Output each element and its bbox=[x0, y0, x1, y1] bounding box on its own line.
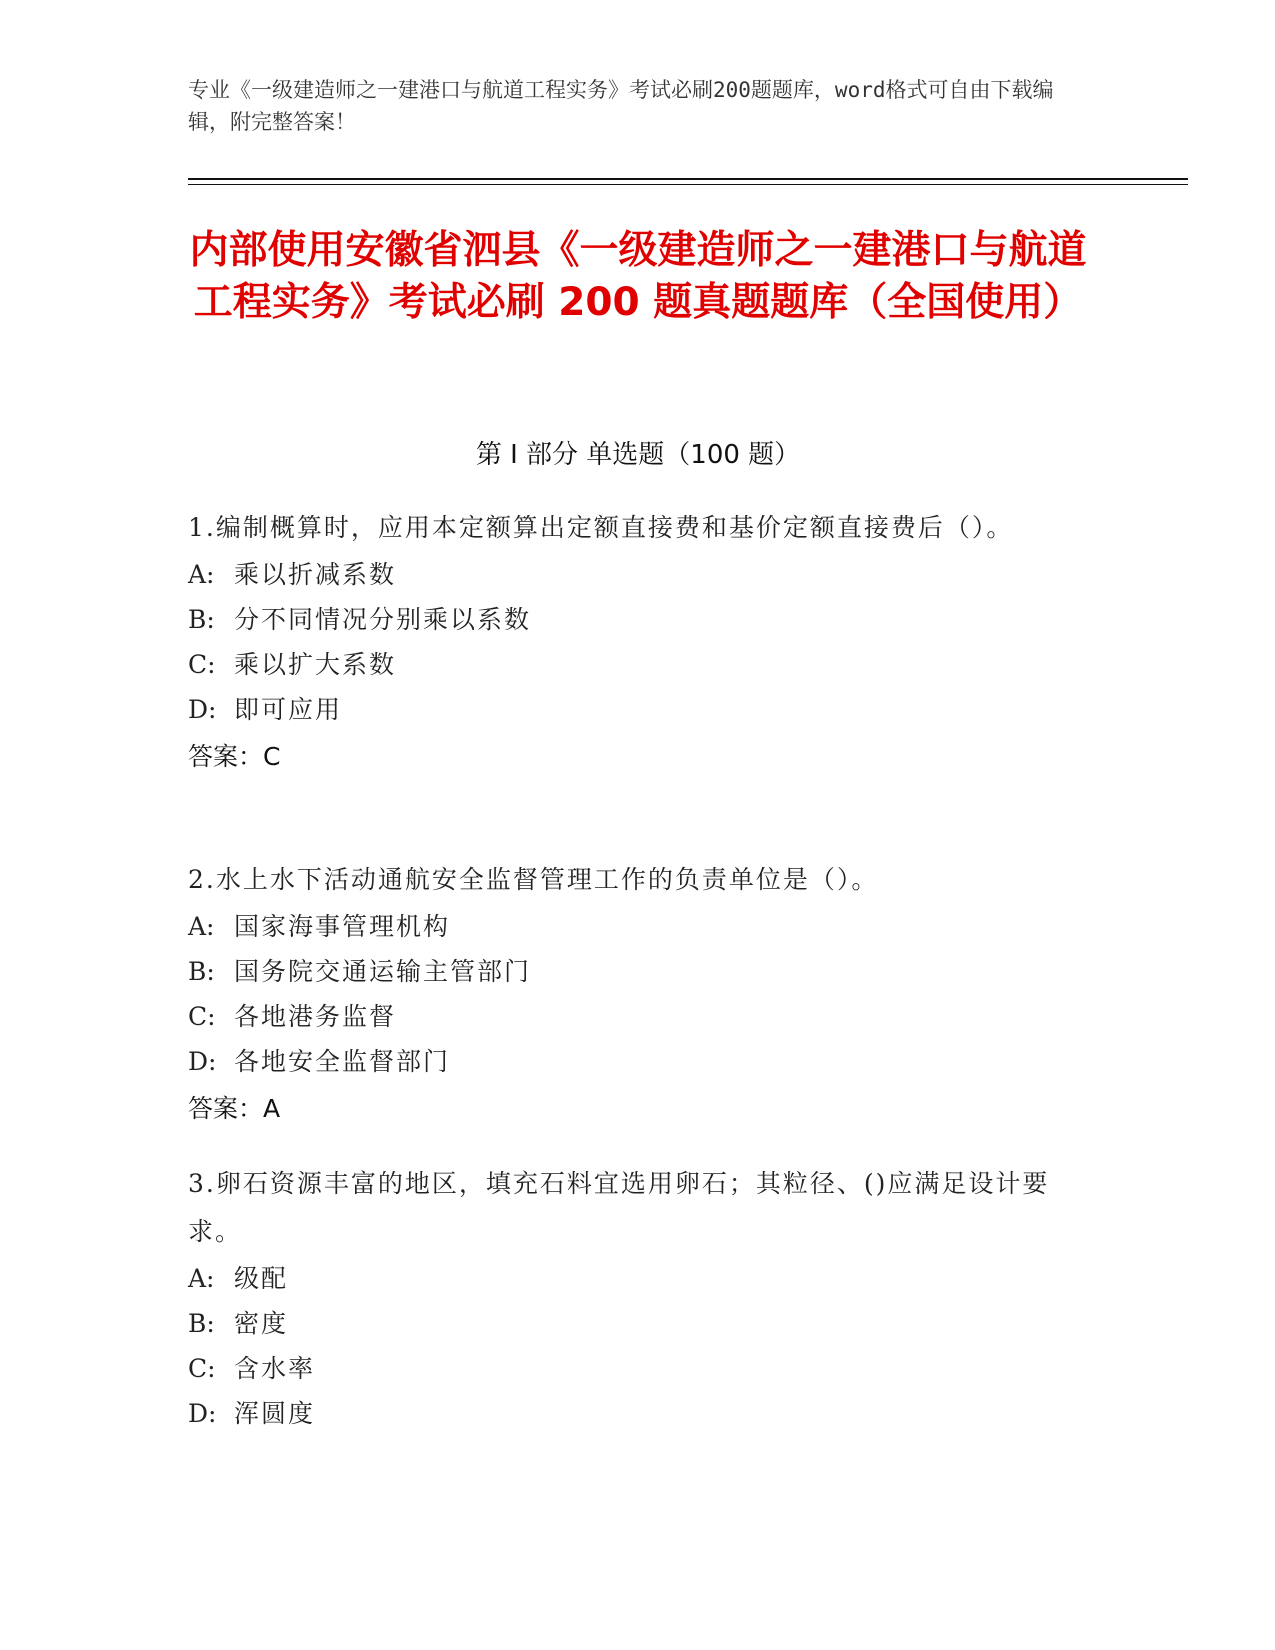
option-letter: A: bbox=[188, 560, 215, 589]
option-text: 即可应用 bbox=[234, 695, 343, 724]
option-text: 各地港务监督 bbox=[234, 1002, 397, 1031]
question-1 bbox=[188, 504, 1068, 782]
option-a bbox=[188, 904, 1068, 949]
option-c bbox=[188, 994, 1068, 1039]
option-letter: B: bbox=[188, 605, 215, 634]
section-title: 第 I 部分 单选题（100 题） bbox=[475, 440, 801, 470]
option-b bbox=[188, 597, 1068, 642]
option-letter: A: bbox=[188, 912, 215, 941]
question-text: 3.卵石资源丰富的地区，填充石料宜选用卵石；其粒径、()应满足设计要求。 bbox=[188, 1169, 1050, 1246]
option-text: 含水率 bbox=[234, 1354, 316, 1383]
option-letter: D: bbox=[188, 695, 217, 724]
option-letter: C: bbox=[188, 650, 216, 679]
option-text: 乘以扩大系数 bbox=[234, 650, 397, 679]
option-text: 国务院交通运输主管部门 bbox=[234, 957, 532, 986]
question-3 bbox=[188, 1160, 1068, 1436]
question-2 bbox=[188, 856, 1068, 1134]
option-letter: D: bbox=[188, 1047, 217, 1076]
option-letter: D: bbox=[188, 1399, 217, 1428]
option-a bbox=[188, 1256, 1068, 1301]
option-letter: C: bbox=[188, 1002, 216, 1031]
option-text: 各地安全监督部门 bbox=[234, 1047, 451, 1076]
option-text: 乘以折减系数 bbox=[234, 560, 397, 589]
option-text: 密度 bbox=[234, 1309, 289, 1338]
option-b bbox=[188, 949, 1068, 994]
option-letter: A: bbox=[188, 1264, 215, 1293]
answer: 答案：C bbox=[188, 742, 281, 771]
option-d bbox=[188, 1039, 1068, 1084]
header-divider-thin bbox=[188, 184, 1188, 185]
header-divider bbox=[188, 178, 1188, 180]
question-text: 1.编制概算时，应用本定额算出定额直接费和基价定额直接费后（）。 bbox=[188, 513, 1014, 542]
option-text: 分不同情况分别乘以系数 bbox=[234, 605, 532, 634]
document-title: 内部使用安徽省泗县《一级建造师之一建港口与航道工程实务》考试必刷 200 题真题题库（全国使用） bbox=[189, 228, 1087, 325]
option-letter: C: bbox=[188, 1354, 216, 1383]
option-c bbox=[188, 1346, 1068, 1391]
question-text: 2.水上水下活动通航安全监督管理工作的负责单位是（）。 bbox=[188, 865, 879, 894]
option-text: 浑圆度 bbox=[234, 1399, 316, 1428]
option-text: 级配 bbox=[234, 1264, 289, 1293]
option-c bbox=[188, 642, 1068, 687]
option-letter: B: bbox=[188, 1309, 215, 1338]
option-a bbox=[188, 552, 1068, 597]
option-letter: B: bbox=[188, 957, 215, 986]
option-d bbox=[188, 1391, 1068, 1436]
answer: 答案：A bbox=[188, 1094, 281, 1123]
header-note: 专业《一级建造师之一建港口与航道工程实务》考试必刷200题题库，word格式可自由下载编辑，附完整答案！ bbox=[188, 78, 1054, 134]
option-d bbox=[188, 687, 1068, 732]
option-b bbox=[188, 1301, 1068, 1346]
option-text: 国家海事管理机构 bbox=[234, 912, 451, 941]
